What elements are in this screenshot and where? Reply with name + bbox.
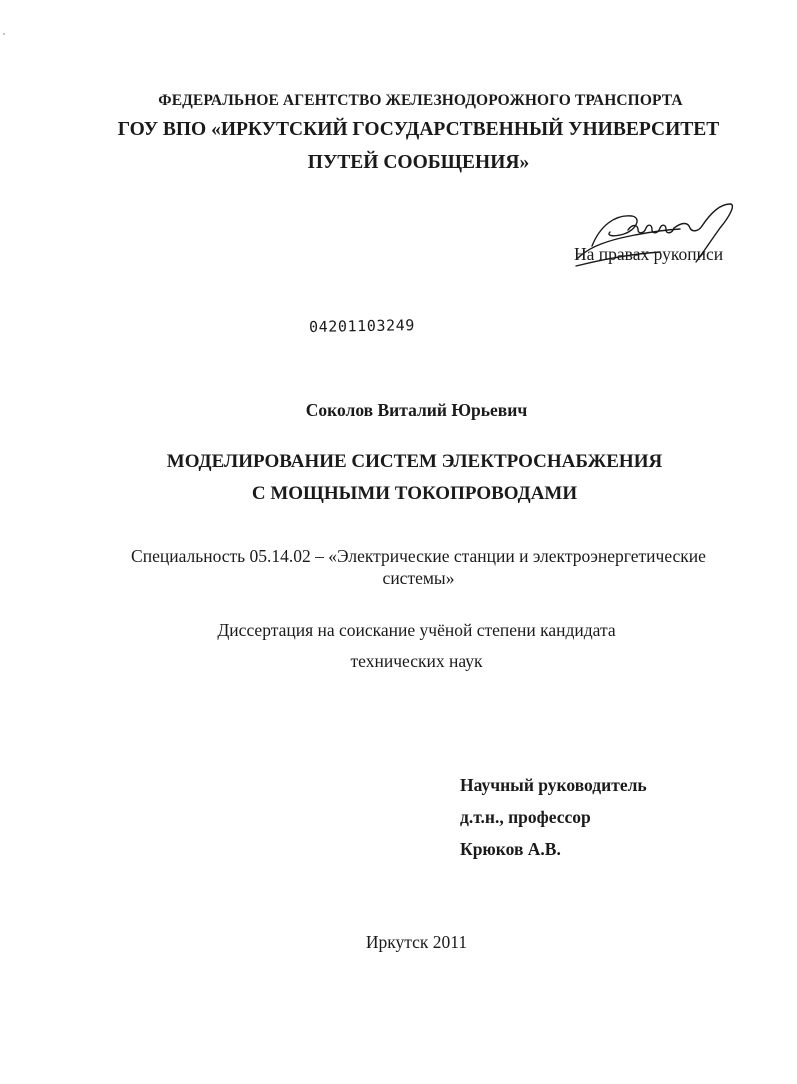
university-name-line-2: ПУТЕЙ СООБЩЕНИЯ» [307, 152, 530, 173]
dissertation-title-line-2: С МОЩНЫМИ ТОКОПРОВОДАМИ [251, 483, 578, 504]
scan-speck [3, 33, 5, 35]
dissertation-title-line-1: МОДЕЛИРОВАНИЕ СИСТЕМ ЭЛЕКТРОСНАБЖЕНИЯ [166, 451, 663, 472]
specialty-line-2: системы» [382, 568, 455, 588]
manuscript-note: На правах рукописи [574, 244, 724, 264]
specialty-line-1: Специальность 05.14.02 – «Электрические станции и электроэнергетические [131, 546, 706, 566]
dissertation-type-line-1: Диссертация на соискание учёной степени кандидата [217, 620, 616, 640]
supervisor-role: Научный руководитель [460, 775, 647, 795]
university-name-line-1: ГОУ ВПО «ИРКУТСКИЙ ГОСУДАРСТВЕННЫЙ УНИВЕРСИТЕТ [117, 119, 720, 140]
agency-name: ФЕДЕРАЛЬНОЕ АГЕНТСТВО ЖЕЛЕЗНОДОРОЖНОГО ТРАНСПОРТА [158, 92, 683, 109]
supervisor-name: Крюков А.В. [460, 839, 561, 859]
author-name: Соколов Виталий Юрьевич [305, 400, 528, 420]
supervisor-degree: д.т.н., профессор [460, 807, 591, 827]
signature [570, 196, 750, 276]
city-year: Иркутск 2011 [365, 932, 468, 952]
inventory-number: 04201103249 [308, 316, 416, 336]
dissertation-type-line-2: технических наук [350, 651, 483, 671]
